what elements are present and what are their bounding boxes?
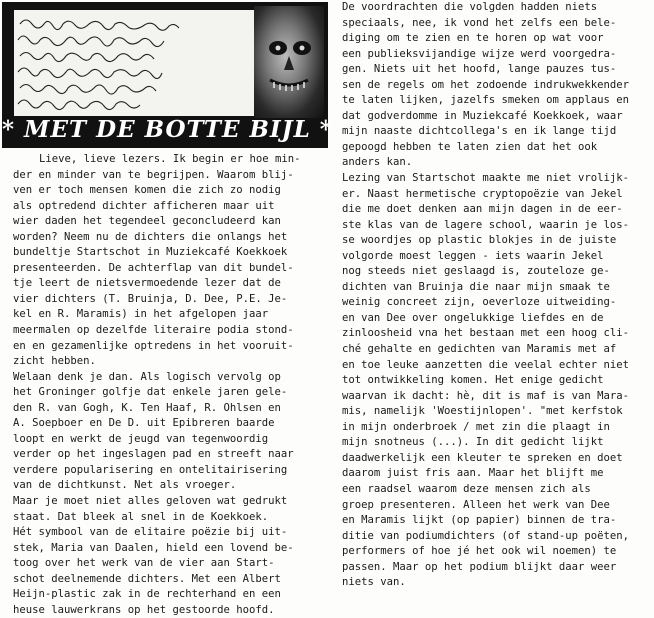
text-line: daadwerkelijk een kleuter te spreken en doet xyxy=(342,451,623,464)
text-line: passen. Maar op het podium blijkt daar weer xyxy=(342,560,617,573)
text-line: volgorde moest leggen - iets waarin Jekel xyxy=(342,249,604,262)
text-line: se woordjes op plastic blokjes in de juiste xyxy=(342,234,617,247)
text-line: wier daden het tegendeel geconcludeerd kan xyxy=(13,215,281,228)
text-line: anders kan. xyxy=(342,156,413,169)
text-line: daarom juist fris aan. Maar het blijft me xyxy=(342,467,604,480)
text-line: diging om te zien en te horen op wat voor xyxy=(342,32,604,45)
text-line: te laten lijken, jazelfs smeken om applaus en xyxy=(342,94,630,107)
text-line: toog over het werk van de vier aan Start- xyxy=(13,557,275,570)
text-line: een publieksvijandige wijze werd voorgedra- xyxy=(342,47,617,60)
text-line: en van Dee over ongelukkige liefdes en de xyxy=(342,311,604,324)
text-line: vier dichters (T. Bruinja, D. Dee, P.E. Je- xyxy=(13,292,288,305)
text-line: gepoogd hebben te laten zien dat het ook xyxy=(342,140,598,153)
text-line: Lezing van Startschot maakte me niet vrolijk- xyxy=(342,172,630,185)
text-line: presenteerden. De achterflap van dit bundel- xyxy=(13,261,294,274)
text-line: performers of hoe jé het ook wil noemen) te xyxy=(342,545,617,558)
text-line: Maar je moet niet alles geloven wat gedrukt xyxy=(13,495,288,508)
text-line: tot ontwikkeling komen. Het enige gedicht xyxy=(342,374,604,387)
text-line: stek, Maria van Daalen, hield een lovend be- xyxy=(13,541,294,554)
text-line: ditie van podiumdichters (of stand-up poëten, xyxy=(342,529,630,542)
text-line: ché gehalte en gedichten van Maramis met af xyxy=(342,343,617,356)
text-line: heuse lauwerkrans op het gestoorde hoofd. xyxy=(13,603,275,616)
text-line: en Maramis lijkt (op papier) binnen de tra- xyxy=(342,514,617,527)
text-line: waarvan ik dacht: hè, dit is maf is van Mara- xyxy=(342,389,630,402)
text-line: van de dichtkunst. Net als vroeger. xyxy=(13,479,237,492)
text-line: zinloosheid vna het bestaan met een hoog cli- xyxy=(342,327,630,340)
page-title: * MET DE BOTTE BIJL * xyxy=(2,116,333,143)
text-line: sen de regels om het zodoende indrukwekkender xyxy=(342,78,630,91)
text-line: mis, namelijk 'Woestijnlopen'. "met kerfstok xyxy=(342,405,623,418)
text-line: in mijn onderbroek / met zin die plaagt in xyxy=(342,420,610,433)
text-line: ven er toch mensen komen die zich zo nodig xyxy=(13,184,281,197)
text-line: ste klas van de lagere school, waarin je los- xyxy=(342,218,630,231)
text-line: kel en R. Maramis) in het afgelopen jaar xyxy=(13,308,269,321)
text-line: verder op het ingeslagen pad en streeft naar xyxy=(13,448,294,461)
article-right-column xyxy=(342,0,648,591)
text-line: den R. van Gogh, K. Ten Haaf, R. Ohlsen en xyxy=(13,401,281,414)
text-line: gen. Niets uit het hoofd, lange pauzes tus- xyxy=(342,63,617,76)
text-line: Hét symbool van de elitaire poëzie bij uit- xyxy=(13,526,288,539)
skull-face-illustration xyxy=(254,6,324,118)
text-line: speciaals, nee, ik vond het zelfs een bele- xyxy=(342,16,617,29)
text-line: verdere popularisering en ontelitairisering xyxy=(13,463,288,476)
text-line: Lieve, lieve lezers. Ik begin er hoe min- xyxy=(39,153,301,165)
text-line: nog steeds niet geslaagd is, zouteloze ge- xyxy=(342,265,610,278)
text-line: groep presenteren. Alleen het werk van Dee xyxy=(342,498,610,511)
text-line: en en gezamenlijke optredens in het vooruit- xyxy=(13,339,294,352)
text-line: een raadsel waarom deze mensen zich als xyxy=(342,482,591,495)
text-line: staat. Dat bleek al snel in de Koekkoek. xyxy=(13,510,269,523)
text-line: het Groninger golfje dat enkele jaren gele- xyxy=(13,386,288,399)
header-banner xyxy=(2,2,333,148)
text-line: mijn snotneus (...). In dit gedicht lijkt xyxy=(342,436,604,449)
text-line: bundeltje Startschot in Muziekcafé Koekkoek xyxy=(13,246,288,259)
text-line: loopt en werkt de jeugd van tegenwoordig xyxy=(13,432,269,445)
text-line: De voordrachten die volgden hadden niets xyxy=(342,1,598,13)
text-line: tje leert de nietsvermoedende lezer dat de xyxy=(13,277,281,290)
text-line: A. Soepboer en De D. uit Epibreren baarde xyxy=(13,417,275,430)
handwriting-illustration xyxy=(14,10,254,116)
text-line: der en minder van te begrijpen. Waarom blij- xyxy=(13,168,294,181)
text-line: mijn naaste dichtcollega's en ik lange tijd xyxy=(342,125,617,138)
text-line: en toe leuke aanzetten die veelal echter niet xyxy=(342,358,630,371)
text-line: Heijn-plastic zak in de rechterhand en een xyxy=(13,588,281,601)
text-line: zicht hebben. xyxy=(13,355,96,368)
text-line: er. Naast hermetische cryptopoëzie van Jekel xyxy=(342,187,623,200)
text-line: dichten van Bruinja die naar mijn smaak te xyxy=(342,280,610,293)
text-line: dat godverdomme in Muziekcafé Koekkoek, waar xyxy=(342,109,623,122)
text-line: Welaan denk je dan. Als logisch vervolg op xyxy=(13,370,281,383)
text-line: weinig concreet zijn, oeverloze uitweiding- xyxy=(342,296,617,309)
text-line: schot deelnemende dichters. Met een Albert xyxy=(13,572,281,585)
text-line: worden? Neem nu de dichters die onlangs het xyxy=(13,230,288,243)
article-left-column xyxy=(13,152,335,618)
text-line: als optredend dichter afficheren maar uit xyxy=(13,199,275,212)
text-line: meermalen op dezelfde literaire podia stond- xyxy=(13,324,294,337)
text-line: niets van. xyxy=(342,576,406,589)
text-line: die me doet denken aan mijn dagen in de eer- xyxy=(342,203,623,216)
